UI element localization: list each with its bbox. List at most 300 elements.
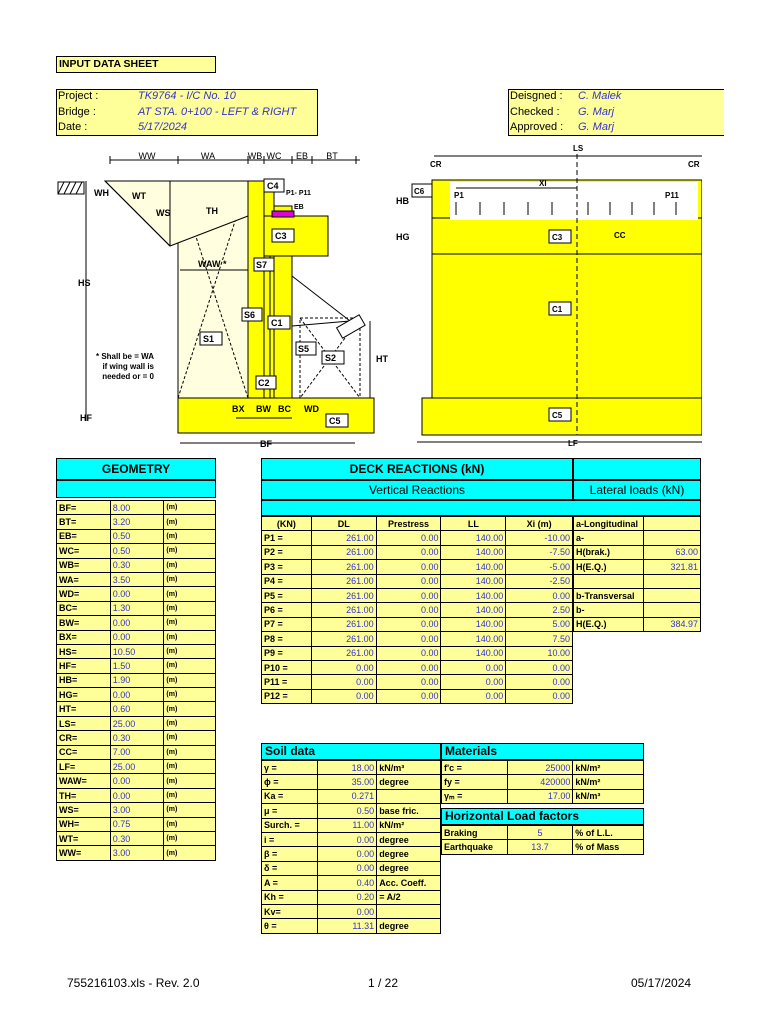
geometry-unit: (m) [164, 529, 216, 543]
geometry-label: WB= [57, 558, 111, 572]
soil-row [262, 775, 441, 789]
geometry-unit: (m) [164, 760, 216, 774]
geometry-unit: (m) [164, 688, 216, 702]
geometry-label: BF= [57, 501, 111, 515]
geometry-value: 0.30 [110, 731, 164, 745]
soil-label: Surch. = [262, 818, 318, 832]
project_info-value: 5/17/2024 [138, 121, 187, 133]
lateral-label: b- [574, 603, 644, 617]
soil-value: 0.00 [317, 904, 376, 918]
geometry-label: BW= [57, 616, 111, 630]
lbl-xi: XI [539, 179, 547, 188]
deck-dl: 261.00 [311, 545, 376, 559]
soil-label: β = [262, 847, 318, 861]
elevation-diagram [392, 140, 702, 451]
box-c1: C1 [271, 318, 283, 328]
geometry-subhead [56, 480, 216, 498]
geometry-row [57, 846, 216, 860]
geometry-unit: (m) [164, 659, 216, 673]
svg-text:HG: HG [396, 232, 410, 242]
geometry-value: 3.00 [110, 846, 164, 860]
lateral-value [643, 603, 700, 617]
geometry-value: 3.20 [110, 515, 164, 529]
geometry-row [57, 572, 216, 586]
horizontal-load-factors-title: Horizontal Load factors [441, 808, 644, 825]
soil-row [262, 861, 441, 875]
box-s5: S5 [298, 344, 310, 354]
hload-label: Earthquake [442, 840, 508, 854]
horizontal-load-factors-table [441, 825, 644, 855]
lbl-ls: LS [573, 144, 584, 153]
geometry-value: 10.50 [110, 644, 164, 658]
soil-unit: degree [377, 861, 441, 875]
deck-row [262, 603, 573, 617]
lateral-row [574, 603, 701, 617]
geometry-unit: (m) [164, 572, 216, 586]
deck-label: P1 = [262, 531, 312, 545]
soil-row [262, 919, 441, 933]
deck-dl: 0.00 [311, 689, 376, 703]
geometry-row [57, 788, 216, 802]
lbl-cr-left: CR [430, 160, 442, 169]
project_info-row [58, 121, 187, 133]
hload-value: 13.7 [507, 840, 572, 854]
deck-pre: 0.00 [376, 646, 441, 660]
svg-text:HB: HB [396, 196, 409, 206]
soil-label: A = [262, 876, 318, 890]
soil-unit: degree [377, 832, 441, 846]
soil-label: δ = [262, 861, 318, 875]
hload-value: 5 [507, 826, 572, 840]
soil-value: 0.271 [317, 789, 376, 803]
deck-xi: 0.00 [506, 588, 573, 602]
soil-unit [377, 904, 441, 918]
hb-hg-labels [392, 180, 422, 260]
lbl-wh: WH [94, 188, 109, 198]
lbl-hf: HF [80, 413, 92, 423]
geometry-value: 1.50 [110, 659, 164, 673]
geometry-unit: (m) [164, 515, 216, 529]
lbl-cr-right: CR [688, 160, 700, 169]
geometry-unit: (m) [164, 544, 216, 558]
lbl-eb-small: EB [294, 204, 304, 211]
box-c5-right: C5 [552, 411, 563, 420]
signoff-label: Deisgned : [510, 90, 563, 102]
soil-label: Kh = [262, 890, 318, 904]
deck-label: P11 = [262, 675, 312, 689]
deck-dl: 261.00 [311, 617, 376, 631]
deck-ll: 140.00 [441, 560, 506, 574]
lateral-value [643, 517, 700, 531]
geometry-unit: (m) [164, 745, 216, 759]
box-c6: C6 [414, 187, 425, 196]
project_info-value: TK9764 - I/C No. 10 [138, 90, 236, 102]
deck-pre: 0.00 [376, 574, 441, 588]
geometry-value: 0.00 [110, 587, 164, 601]
geometry-label: CC= [57, 745, 111, 759]
deck-xi: -10.00 [506, 531, 573, 545]
lateral-label: H(brak.) [574, 545, 644, 559]
soil-unit: base fric. [377, 804, 441, 818]
deck-dl: 261.00 [311, 646, 376, 660]
materials-row [442, 789, 644, 803]
geometry-value: 25.00 [110, 760, 164, 774]
materials-label: f'c = [442, 761, 508, 775]
soil-label: θ = [262, 919, 318, 933]
lbl-wd: WD [304, 404, 319, 414]
deck-pre: 0.00 [376, 545, 441, 559]
deck-ll: 140.00 [441, 603, 506, 617]
geometry-row [57, 587, 216, 601]
geometry-label: WH= [57, 817, 111, 831]
hload-label: Braking [442, 826, 508, 840]
geometry-value: 8.00 [110, 501, 164, 515]
geometry-row [57, 515, 216, 529]
lbl-bx: BX [232, 404, 245, 414]
deck-xi: -7.50 [506, 545, 573, 559]
lateral-value: 321.81 [643, 560, 700, 574]
geometry-row [57, 616, 216, 630]
deck-label: P3 = [262, 560, 312, 574]
deck-ll: 140.00 [441, 531, 506, 545]
geometry-value: 3.50 [110, 572, 164, 586]
deck-row [262, 545, 573, 559]
geometry-label: BC= [57, 601, 111, 615]
deck-pre: 0.00 [376, 632, 441, 646]
deck-label: P9 = [262, 646, 312, 660]
deck-xi: 0.00 [506, 675, 573, 689]
lateral-loads-table [573, 516, 701, 632]
lateral-label: b-Transversal [574, 588, 644, 602]
signoff-label: Approved : [510, 121, 564, 133]
deck-row [262, 574, 573, 588]
signoff-label: Checked : [510, 105, 560, 118]
geometry-value: 1.90 [110, 673, 164, 687]
deck-row [262, 660, 573, 674]
soil-row [262, 876, 441, 890]
project_info-label: Date : [58, 121, 88, 133]
geometry-unit: (m) [164, 601, 216, 615]
signoff-row [510, 121, 614, 133]
dim-wc: WC [266, 151, 282, 161]
deck-xi: 2.50 [506, 603, 573, 617]
geometry-label: WD= [57, 587, 111, 601]
geometry-row [57, 731, 216, 745]
deck-row [262, 560, 573, 574]
project_info-value: AT STA. 0+100 - LEFT & RIGHT [138, 105, 297, 118]
soil-data-table [261, 760, 441, 934]
soil-row [262, 832, 441, 846]
geometry-row [57, 803, 216, 817]
geometry-row [57, 644, 216, 658]
geometry-label: WT= [57, 831, 111, 845]
materials-label: γₘ = [442, 789, 508, 803]
footer-page: 1 / 22 [368, 976, 399, 990]
lateral-value [643, 531, 700, 545]
deck-dl: 261.00 [311, 531, 376, 545]
soil-unit: kN/m³ [377, 761, 441, 775]
deck-pre: 0.00 [376, 588, 441, 602]
geometry-unit: (m) [164, 803, 216, 817]
deck-ll: 140.00 [441, 545, 506, 559]
materials-unit: kN/m² [573, 761, 644, 775]
soil-row [262, 804, 441, 818]
lateral-row [574, 588, 701, 602]
deck-xi: 5.00 [506, 617, 573, 631]
geometry-label: HB= [57, 673, 111, 687]
deck-row [262, 632, 573, 646]
deck-header: Xi (m) [506, 517, 573, 531]
deck-subbar [261, 500, 701, 516]
deck-label: P10 = [262, 660, 312, 674]
geometry-row [57, 558, 216, 572]
deck-header: DL [311, 517, 376, 531]
deck-ll: 0.00 [441, 689, 506, 703]
lateral-loads-title: Lateral loads (kN) [573, 480, 701, 500]
soil-unit: kN/m² [377, 818, 441, 832]
geometry-unit: (m) [164, 616, 216, 630]
lateral-label: H(E.Q.) [574, 617, 644, 631]
lbl-ht: HT [376, 354, 388, 364]
geometry-value: 0.30 [110, 558, 164, 572]
deck-row [262, 646, 573, 660]
box-s1: S1 [203, 334, 215, 344]
hload-unit: % of Mass [573, 840, 644, 854]
geometry-row [57, 529, 216, 543]
geometry-row [57, 673, 216, 687]
deck-row [262, 617, 573, 631]
note-line-2: if wing wall is [102, 362, 154, 371]
deck-xi: -5.00 [506, 560, 573, 574]
materials-title: Materials [441, 743, 644, 760]
deck-row [262, 588, 573, 602]
soil-unit [377, 789, 441, 803]
deck-label: P7 = [262, 617, 312, 631]
deck-label: P6 = [262, 603, 312, 617]
geometry-label: WAW= [57, 774, 111, 788]
geometry-row [57, 745, 216, 759]
geometry-unit: (m) [164, 630, 216, 644]
deck-dl: 261.00 [311, 588, 376, 602]
deck-pre: 0.00 [376, 689, 441, 703]
deck-ll: 140.00 [441, 632, 506, 646]
geometry-label: HG= [57, 688, 111, 702]
deck-ll: 140.00 [441, 588, 506, 602]
geometry-value: 0.50 [110, 544, 164, 558]
geometry-label: EB= [57, 529, 111, 543]
soil-label: i = [262, 832, 318, 846]
soil-value: 11.00 [317, 818, 376, 832]
soil-row [262, 847, 441, 861]
geometry-unit: (m) [164, 673, 216, 687]
deck-label: P8 = [262, 632, 312, 646]
lateral-row [574, 531, 701, 545]
geometry-value: 0.50 [110, 529, 164, 543]
geometry-unit: (m) [164, 817, 216, 831]
deck-reactions-table [261, 516, 573, 704]
lbl-lf: LF [568, 439, 578, 448]
footer-date: 05/17/2024 [631, 976, 692, 990]
geometry-table [56, 500, 216, 861]
geometry-label: CR= [57, 731, 111, 745]
geometry-title: GEOMETRY [56, 458, 216, 480]
soil-unit: = A/2 [377, 890, 441, 904]
lateral-row [574, 517, 701, 531]
materials-value: 25000 [507, 761, 573, 775]
geometry-value: 0.75 [110, 817, 164, 831]
soil-row [262, 904, 441, 918]
box-s7: S7 [256, 260, 268, 270]
geometry-value: 0.00 [110, 616, 164, 630]
hload-row [442, 826, 644, 840]
project_info-row [58, 106, 296, 118]
deck-row [262, 689, 573, 703]
geometry-label: HF= [57, 659, 111, 673]
soil-value: 35.00 [317, 775, 376, 789]
soil-value: 0.20 [317, 890, 376, 904]
geometry-row [57, 659, 216, 673]
soil-label: Ka = [262, 789, 318, 803]
soil-row [262, 890, 441, 904]
geometry-unit: (m) [164, 831, 216, 845]
soil-unit: degree [377, 847, 441, 861]
geometry-row [57, 544, 216, 558]
project_info-label: Bridge : [58, 105, 96, 118]
sheet-title: INPUT DATA SHEET [56, 56, 216, 73]
geometry-row [57, 831, 216, 845]
project_info-row [58, 90, 236, 102]
dim-wa: WA [200, 151, 216, 161]
deck-dl: 261.00 [311, 574, 376, 588]
lateral-value [643, 574, 700, 588]
soil-unit: Acc. Coeff. [377, 876, 441, 890]
lateral-row [574, 574, 701, 588]
note-line-3: needed or = 0 [102, 372, 154, 381]
geometry-label: TH= [57, 788, 111, 802]
dim-bt: BT [326, 151, 338, 161]
materials-value: 420000 [507, 775, 573, 789]
signoff-value: G. Marj [578, 121, 615, 133]
soil-value: 0.40 [317, 876, 376, 890]
soil-title: Soil data [261, 743, 441, 760]
soil-label: μ = [262, 804, 318, 818]
lbl-hs: HS [78, 278, 91, 288]
deck-dl: 261.00 [311, 632, 376, 646]
soil-value: 11.31 [317, 919, 376, 933]
footer-file: 755216103.xls - Rev. 2.0 [67, 976, 200, 990]
geometry-row [57, 716, 216, 730]
deck-ll: 140.00 [441, 646, 506, 660]
soil-label: γ = [262, 761, 318, 775]
geometry-label: LS= [57, 716, 111, 730]
lbl-waw: WAW * [198, 259, 227, 269]
deck-ll: 140.00 [441, 617, 506, 631]
deck-dl: 261.00 [311, 560, 376, 574]
hload-unit: % of L.L. [573, 826, 644, 840]
lateral-row [574, 617, 701, 631]
deck-header: Prestress [376, 517, 441, 531]
materials-unit: kN/m³ [573, 789, 644, 803]
lbl-th: TH [206, 206, 218, 216]
deck-pre: 0.00 [376, 603, 441, 617]
lateral-row [574, 560, 701, 574]
lbl-p11: P11 [665, 191, 679, 200]
deck-title: DECK REACTIONS (kN) [261, 458, 573, 480]
lateral-label: a- [574, 531, 644, 545]
box-s6: S6 [244, 310, 256, 320]
geometry-value: 0.60 [110, 702, 164, 716]
deck-title-right [573, 458, 701, 480]
lbl-cc: CC [614, 231, 626, 240]
soil-value: 0.00 [317, 847, 376, 861]
deck-xi: 0.00 [506, 660, 573, 674]
deck-label: P4 = [262, 574, 312, 588]
deck-dl: 261.00 [311, 603, 376, 617]
geometry-value: 0.00 [110, 774, 164, 788]
materials-label: fy = [442, 775, 508, 789]
deck-header: (KN) [262, 517, 312, 531]
geometry-label: LF= [57, 760, 111, 774]
deck-xi: -2.50 [506, 574, 573, 588]
geometry-label: BT= [57, 515, 111, 529]
geometry-value: 0.00 [110, 630, 164, 644]
geometry-unit: (m) [164, 716, 216, 730]
deck-pre: 0.00 [376, 675, 441, 689]
geometry-label: BX= [57, 630, 111, 644]
lateral-label: a-Longitudinal [574, 517, 644, 531]
geometry-unit: (m) [164, 731, 216, 745]
deck-row [262, 531, 573, 545]
geometry-value: 0.00 [110, 688, 164, 702]
geometry-row [57, 774, 216, 788]
soil-value: 0.00 [317, 861, 376, 875]
deck-ll: 140.00 [441, 574, 506, 588]
materials-table [441, 760, 644, 804]
lateral-label: H(E.Q.) [574, 560, 644, 574]
deck-xi: 10.00 [506, 646, 573, 660]
geometry-row [57, 688, 216, 702]
geometry-row [57, 817, 216, 831]
deck-dl: 0.00 [311, 675, 376, 689]
geometry-unit: (m) [164, 587, 216, 601]
materials-row [442, 761, 644, 775]
lateral-value: 384.97 [643, 617, 700, 631]
geometry-label: HS= [57, 644, 111, 658]
signoff-value: G. Marj [578, 105, 615, 118]
deck-xi: 7.50 [506, 632, 573, 646]
soil-label: Kv= [262, 904, 318, 918]
geometry-label: WS= [57, 803, 111, 817]
box-c4: C4 [267, 181, 279, 191]
deck-pre: 0.00 [376, 660, 441, 674]
deck-dl: 0.00 [311, 660, 376, 674]
deck-ll: 0.00 [441, 660, 506, 674]
geometry-row [57, 702, 216, 716]
abutment-section-diagram [50, 146, 390, 451]
lbl-p1p11: P1- P11 [286, 190, 311, 197]
geometry-label: WW= [57, 846, 111, 860]
box-c3: C3 [275, 231, 287, 241]
lateral-value: 63.00 [643, 545, 700, 559]
vertical-reactions-title: Vertical Reactions [261, 480, 573, 500]
deck-pre: 0.00 [376, 560, 441, 574]
deck-row [262, 675, 573, 689]
deck-ll: 0.00 [441, 675, 506, 689]
lbl-bf: BF [260, 439, 272, 449]
geometry-value: 25.00 [110, 716, 164, 730]
geometry-row [57, 760, 216, 774]
materials-value: 17.00 [507, 789, 573, 803]
